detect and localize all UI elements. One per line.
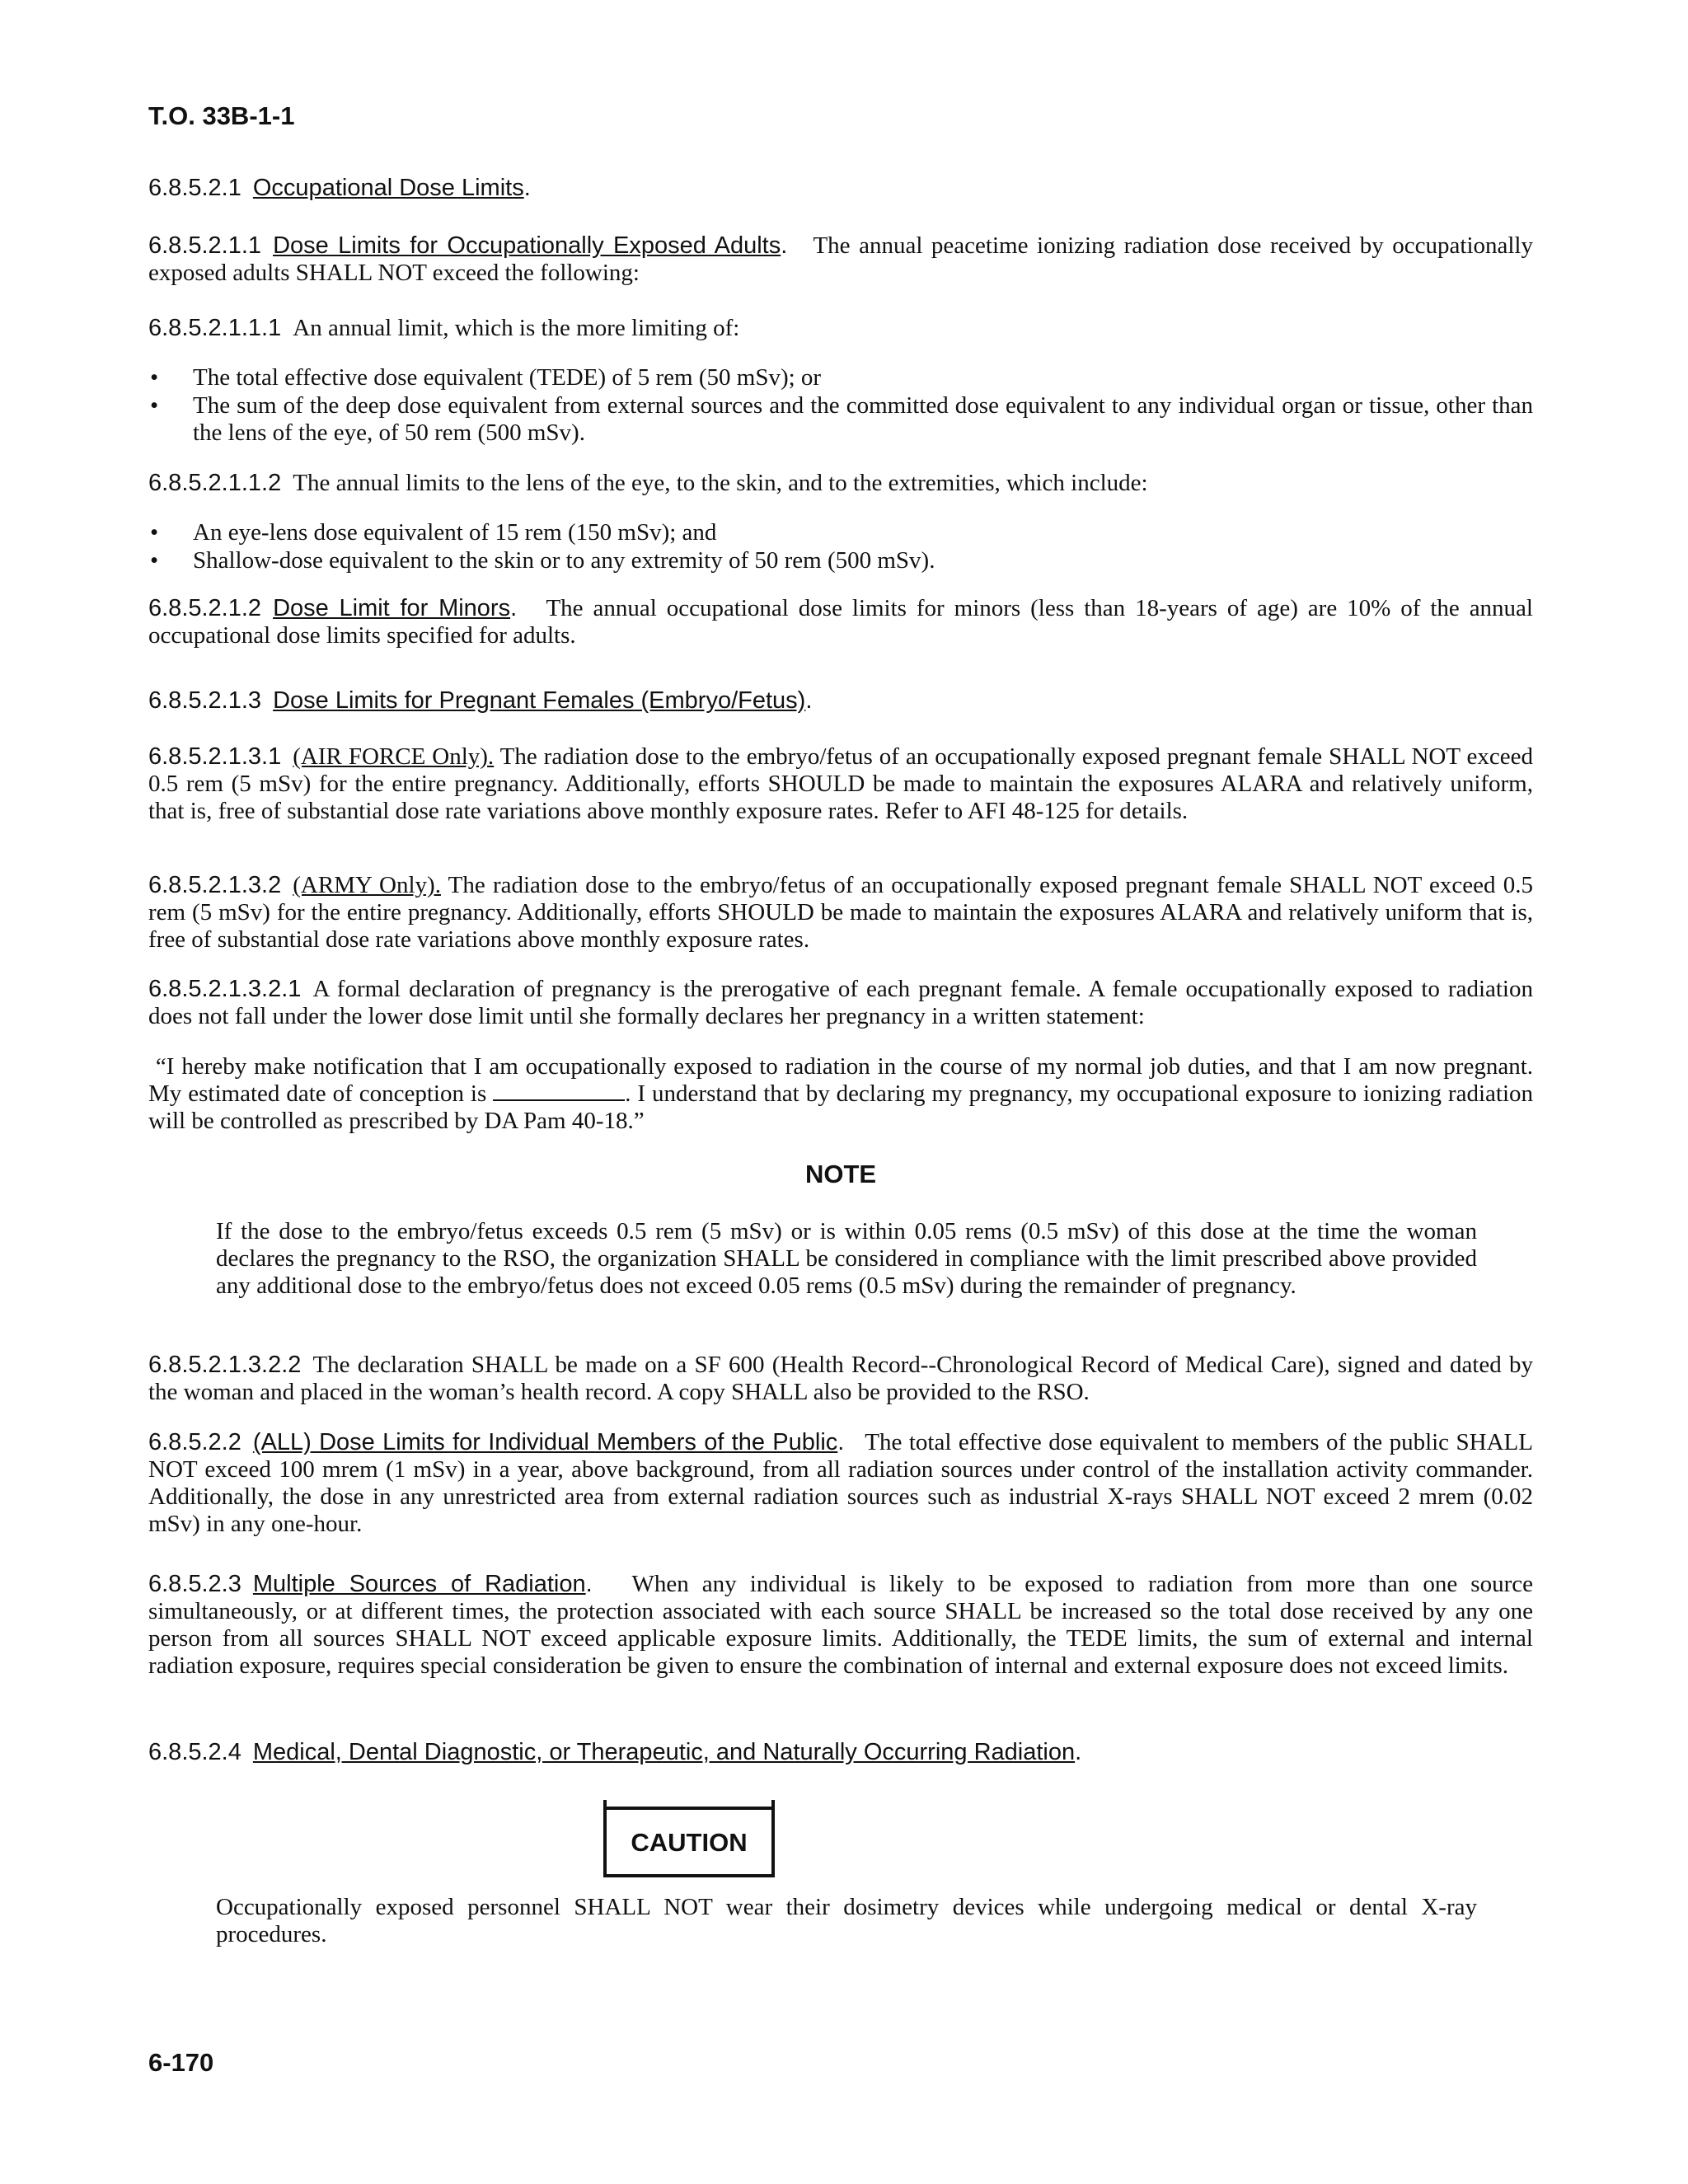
section-body: The annual limits to the lens of the eye, to the skin, and to the extremities, which include: [293, 470, 1148, 496]
bullet-icon: • [150, 519, 159, 546]
section-6-8-5-2-2: 6.8.5.2.2 (ALL) Dose Limits for Individual Members of the Public. The total effective dose equivalent to members of the public SHALL NOT exceed 100 mrem (1 mSv) in a year, above background, from all radiation sources under control of the installation activity commander. Additionally, the dose in any unrestricted area from external radiation sources such as industrial X-rays SHALL NOT exceed 2 mrem (0.02 mSv) in any one-hour. [148, 1429, 1533, 1537]
bullet-icon: • [150, 392, 159, 419]
conception-date-blank [493, 1081, 625, 1101]
section-title: Dose Limit for Minors [273, 595, 511, 621]
section-6-8-5-2-1-2: 6.8.5.2.1.2 Dose Limit for Minors. The annual occupational dose limits for minors (less than 18-years of age) are 10% of the annual occupational dose limits specified for adults. [148, 595, 1533, 649]
section-number: 6.8.5.2.1.1.1 [148, 315, 282, 341]
section-body: The total effective dose equivalent to members of the public SHALL NOT exceed 100 mrem (1 mSv) in a year, above background, from all radiation sources under control of the installation activity commander. Additionally, the dose in any unrestricted area from external radiation sources such as industrial X-rays SHALL NOT exceed 2 mrem (0.02 mSv) in any one-hour. [148, 1429, 1533, 1537]
section-tag: (AIR FORCE Only). [293, 743, 495, 770]
section-title: Occupational Dose Limits [252, 175, 524, 201]
bullet-icon: • [150, 547, 159, 574]
bullet-item: • An eye-lens dose equivalent of 15 rem (150 mSv); and [150, 519, 717, 546]
section-number: 6.8.5.2.1.3.2 [148, 872, 282, 898]
section-6-8-5-2-4: 6.8.5.2.4 Medical, Dental Diagnostic, or Therapeutic, and Naturally Occurring Radiation. [148, 1739, 1082, 1765]
section-number: 6.8.5.2.1.3.2.2 [148, 1352, 302, 1378]
document-id-header: T.O. 33B-1-1 [148, 101, 295, 130]
section-6-8-5-2-1-1-1 [148, 315, 1533, 342]
bullet-icon: • [150, 364, 159, 391]
section-6-8-5-2-1-3: 6.8.5.2.1.3 Dose Limits for Pregnant Females (Embryo/Fetus). [148, 687, 813, 714]
caution-body: Occupationally exposed personnel SHALL NOT wear their dosimetry devices while undergoing medical or dental X-ray procedures. [216, 1894, 1477, 1947]
section-6-8-5-2-1-3-2 [148, 872, 1533, 954]
section-tag: (ARMY Only). [293, 872, 441, 898]
section-number: 6.8.5.2.1 [148, 175, 241, 201]
section-body: The annual peacetime ionizing radiation dose received by occupationally exposed adults SHALL NOT exceed the following: [148, 232, 1533, 286]
section-body: The declaration SHALL be made on a SF 600 (Health Record--Chronological Record of Medical Care), signed and dated by the woman and placed in the woman’s health record. A copy SHALL also be provided to the RSO. [148, 1352, 1533, 1405]
section-number: 6.8.5.2.1.1.2 [148, 470, 282, 496]
section-body: The radiation dose to the embryo/fetus of an occupationally exposed pregnant female SHALL NOT exceed 0.5 rem (5 mSv) for the entire pregnancy. Additionally, efforts SHOULD be made to maintain the exposures ALARA and relatively uniform that is, free of substantial dose rate variations above monthly exposure rates. [148, 872, 1533, 953]
section-title: Dose Limits for Occupationally Exposed Adults [273, 232, 781, 259]
declaration-quote: “I hereby make notification that I am occupationally exposed to radiation in the course of my normal job duties, and that I am now pregnant. My estimated date of conception is . I understand that by declaring my pregnancy, my occupational exposure to ionizing radiation will be controlled as prescribed by DA Pam 40-18.” [148, 1053, 1534, 1134]
section-body: The radiation dose to the embryo/fetus of an occupationally exposed pregnant female SHALL NOT exceed 0.5 rem (5 mSv) for the entire pregnancy. Additionally, efforts SHOULD be made to maintain the exposures ALARA and relatively uniform, that is, free of substantial dose rate variations above monthly exposure rates. Refer to AFI 48-125 for details. [148, 743, 1533, 824]
section-body: An annual limit, which is the more limiting of: [293, 315, 740, 341]
note-heading: NOTE [804, 1160, 877, 1188]
note-body: If the dose to the embryo/fetus exceeds 0.5 rem (5 mSv) or is within 0.05 rems (0.5 mSv) of this dose at the time the woman declares the pregnancy to the RSO, the organization SHALL be considered in compliance with the limit prescribed above provided any additional dose to the embryo/fetus does not exceed 0.05 rems (0.5 mSv) during the remainder of pregnancy. [216, 1218, 1477, 1299]
section-body: A formal declaration of pregnancy is the prerogative of each pregnant female. A female occupationally exposed to radiation does not fall under the lower dose limit until she formally declares her pregnancy in a written statement: [148, 976, 1533, 1029]
section-number: 6.8.5.2.1.3.2.1 [148, 976, 302, 1002]
bullet-item: • Shallow-dose equivalent to the skin or to any extremity of 50 rem (500 mSv). [150, 547, 935, 574]
section-title: Dose Limits for Pregnant Females (Embryo/Fetus) [273, 687, 806, 714]
section-6-8-5-2-1-3-1 [148, 743, 1533, 825]
section-number: 6.8.5.2.1.3.1 [148, 743, 282, 770]
section-title: Medical, Dental Diagnostic, or Therapeutic, and Naturally Occurring Radiation [252, 1739, 1076, 1765]
section-body: When any individual is likely to be exposed to radiation from more than one source simultaneously, or at different times, the protection associated with each source SHALL be increased so the total dose received by any one person from all sources SHALL NOT exceed applicable exposure limits. Additionally, the TEDE limits, the sum of external and internal radiation exposure, requires special consideration be given to ensure the combination of internal and external exposure does not exceed limits. [148, 1571, 1533, 1679]
section-number: 6.8.5.2.1.3 [148, 687, 262, 714]
section-number: 6.8.5.2.1.2 [148, 595, 262, 621]
caution-heading: CAUTION [603, 1807, 775, 1877]
section-6-8-5-2-1-1: 6.8.5.2.1.1 Dose Limits for Occupationally Exposed Adults. The annual peacetime ionizing radiation dose received by occupationally exposed adults SHALL NOT exceed the following: [148, 232, 1533, 286]
section-6-8-5-2-1: 6.8.5.2.1 Occupational Dose Limits. [148, 175, 531, 201]
section-6-8-5-2-1-3-2-1 [148, 976, 1533, 1030]
section-title: (ALL) Dose Limits for Individual Members of the Public [252, 1429, 838, 1455]
section-6-8-5-2-1-1-2 [148, 470, 1533, 497]
section-body: The annual occupational dose limits for minors (less than 18-years of age) are 10% of the annual occupational dose limits specified for adults. [148, 595, 1533, 649]
section-6-8-5-2-1-3-2-2 [148, 1352, 1533, 1406]
section-number: 6.8.5.2.1.1 [148, 232, 262, 259]
bullet-item: • The total effective dose equivalent (TEDE) of 5 rem (50 mSv); or [150, 364, 822, 391]
section-6-8-5-2-3: 6.8.5.2.3 Multiple Sources of Radiation. When any individual is likely to be exposed to radiation from more than one source simultaneously, or at different times, the protection associated with each source SHALL be increased so the total dose received by any one person from all sources SHALL NOT exceed applicable exposure limits. Additionally, the TEDE limits, the sum of external and internal radiation exposure, requires special consideration be given to ensure the combination of internal and external exposure does not exceed limits. [148, 1571, 1533, 1679]
section-number: 6.8.5.2.4 [148, 1739, 241, 1765]
section-title: Multiple Sources of Radiation [252, 1571, 586, 1597]
section-number: 6.8.5.2.2 [148, 1429, 241, 1455]
page-number-footer: 6-170 [148, 2048, 214, 2077]
section-number: 6.8.5.2.3 [148, 1571, 241, 1597]
bullet-item: • The sum of the deep dose equivalent from external sources and the committed dose equivalent to any individual organ or tissue, other than the lens of the eye, of 50 rem (500 mSv). [150, 392, 1533, 446]
